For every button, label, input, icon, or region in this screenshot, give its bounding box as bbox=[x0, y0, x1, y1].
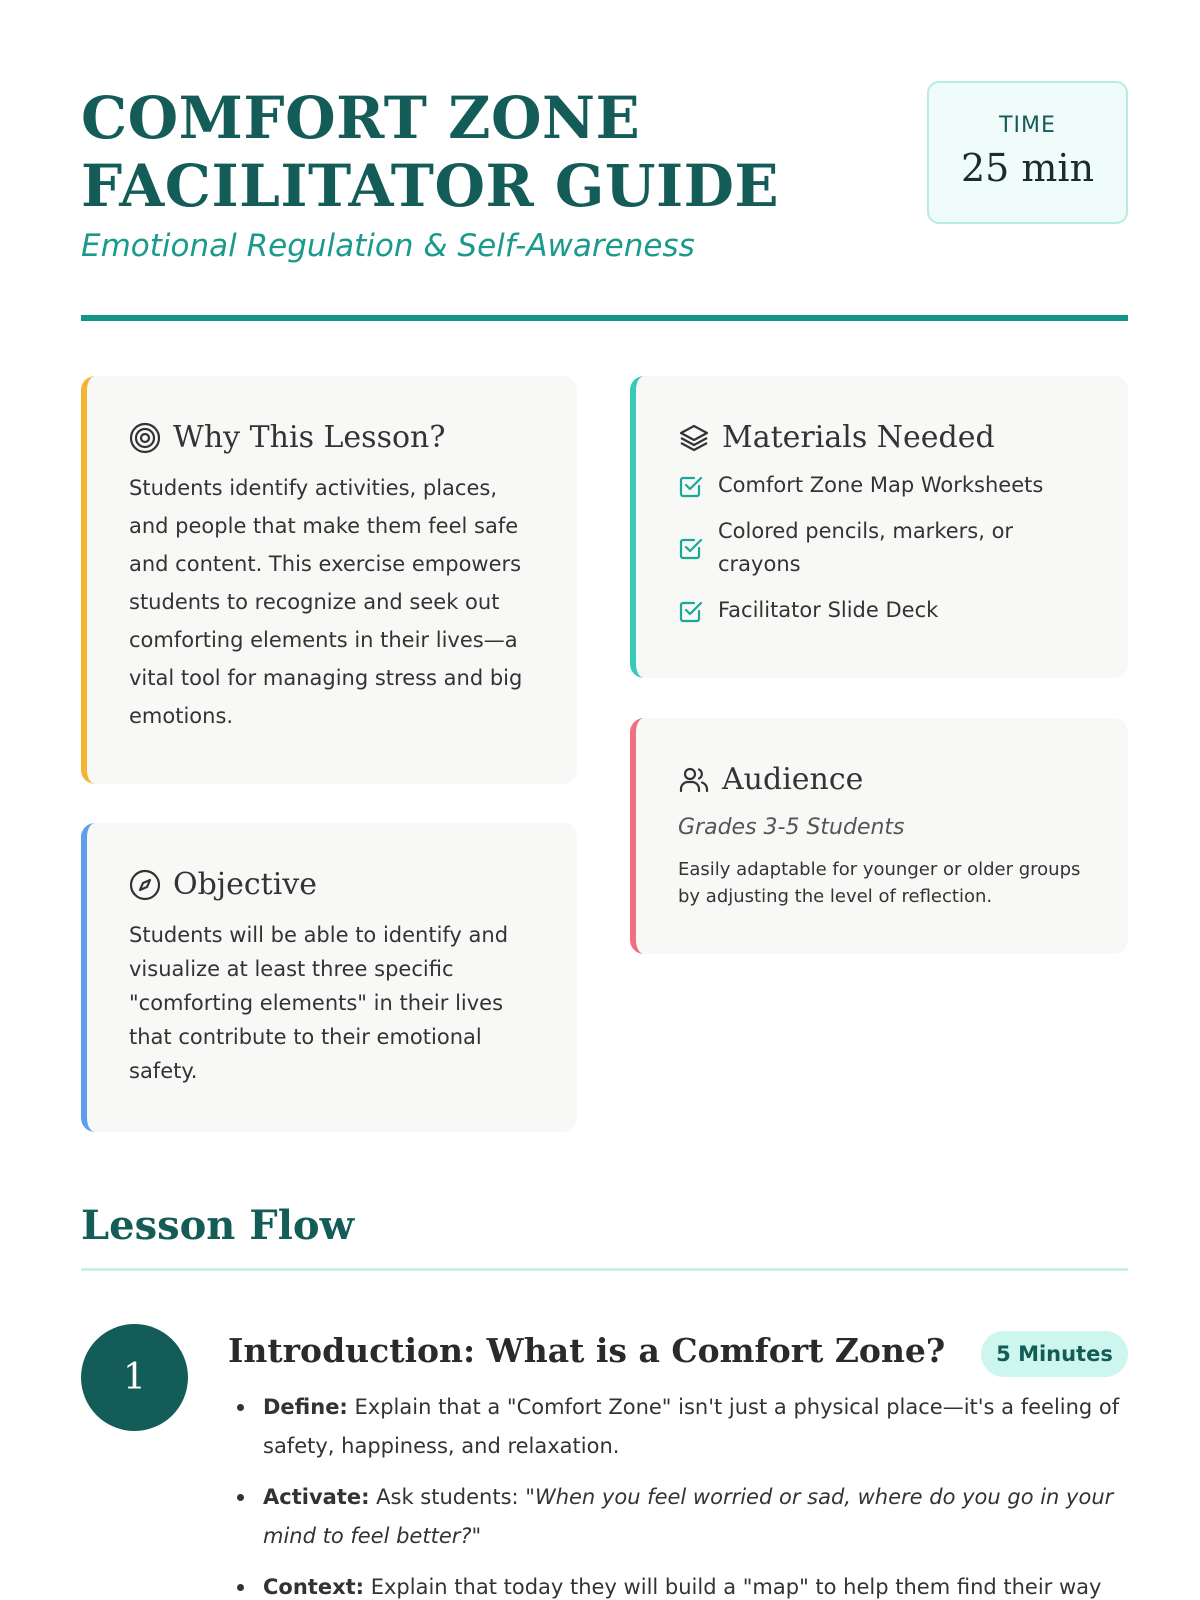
materials-item-label: Comfort Zone Map Worksheets bbox=[718, 473, 1044, 497]
time-value: 25 min bbox=[960, 146, 1095, 190]
materials-heading: Materials Needed bbox=[722, 420, 995, 455]
users-icon bbox=[678, 764, 710, 796]
check-square-icon bbox=[678, 598, 704, 624]
materials-item-label: Colored pencils, markers, or crayons bbox=[718, 519, 1014, 576]
compass-icon bbox=[129, 869, 161, 901]
audience-heading: Audience bbox=[722, 762, 864, 797]
target-icon bbox=[129, 422, 161, 454]
audience-note: Easily adaptable for younger or older groups by adjusting the level of reflection. bbox=[678, 859, 1081, 907]
bullet-label: Define: bbox=[263, 1395, 348, 1419]
audience-card bbox=[630, 718, 1128, 954]
step-bullet bbox=[228, 1388, 1128, 1466]
step-bullet bbox=[228, 1478, 1128, 1556]
why-card-header bbox=[129, 420, 537, 455]
materials-card-header bbox=[678, 420, 1088, 455]
page-title: COMFORT ZONE FACILITATOR GUIDE bbox=[81, 84, 780, 220]
step-title: Introduction: What is a Comfort Zone? bbox=[228, 1331, 946, 1370]
time-box bbox=[927, 81, 1128, 224]
step-bullets bbox=[228, 1388, 1128, 1600]
bullet-label: Activate: bbox=[263, 1485, 370, 1509]
layers-icon bbox=[678, 422, 710, 454]
why-card bbox=[81, 376, 577, 784]
objective-heading: Objective bbox=[173, 867, 318, 902]
step-bullet bbox=[228, 1568, 1128, 1600]
step-duration-badge: 5 Minutes bbox=[981, 1331, 1128, 1377]
bullet-quote: "When you feel worried or sad, where do you go in your mind to feel better?" bbox=[263, 1485, 1114, 1548]
materials-item bbox=[678, 594, 1088, 627]
materials-item bbox=[678, 469, 1088, 502]
page-subtitle: Emotional Regulation & Self-Awareness bbox=[81, 228, 695, 264]
facilitator-guide-page bbox=[81, 0, 1128, 1600]
time-label: TIME bbox=[999, 113, 1056, 138]
bullet-label: Context: bbox=[263, 1575, 365, 1599]
materials-item-label: Facilitator Slide Deck bbox=[718, 598, 939, 622]
objective-card bbox=[81, 823, 577, 1132]
materials-item bbox=[678, 515, 1088, 581]
objective-text: Students will be able to identify and visualize at least three specific "comforting elements" in their lives that contribute to their emotional safety. bbox=[129, 923, 509, 1083]
audience-grade: Grades 3-5 Students bbox=[678, 815, 905, 840]
bullet-text: Ask students: bbox=[369, 1485, 526, 1509]
check-square-icon bbox=[678, 473, 704, 499]
check-square-icon bbox=[678, 535, 704, 561]
audience-card-header bbox=[678, 762, 1088, 797]
header-divider bbox=[81, 315, 1128, 321]
step-number: 1 bbox=[81, 1324, 188, 1431]
why-text: Students identify activities, places, and people that make them feel safe and content. This exercise empowers students to recognize and seek out comforting elements in their lives—a vital tool for managing stress and big emotions. bbox=[129, 476, 523, 728]
bullet-text: Explain that a "Comfort Zone" isn't just a physical place—it's a feeling of safety, happiness, and relaxation. bbox=[263, 1395, 1120, 1458]
bullet-text: Explain that today they will build a "map" to help them find their way bbox=[364, 1575, 1102, 1599]
objective-card-header bbox=[129, 867, 537, 902]
materials-list bbox=[678, 469, 1088, 627]
lesson-flow-divider bbox=[81, 1268, 1128, 1271]
why-heading: Why This Lesson? bbox=[173, 420, 446, 455]
lesson-flow-title: Lesson Flow bbox=[81, 1202, 355, 1249]
materials-card bbox=[630, 376, 1128, 678]
